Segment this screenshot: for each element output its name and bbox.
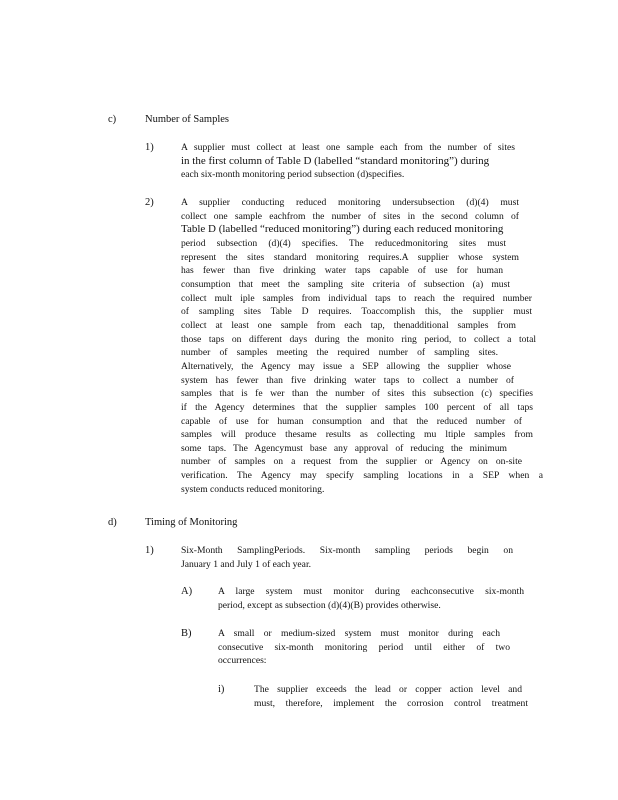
paragraph-line: verification. The Agency may specify sampling locations in a SEP when a bbox=[181, 470, 543, 482]
paragraph-line: A small or medium-sized system must monitor during each bbox=[218, 628, 500, 639]
paragraph-line: collect one sample eachfrom the number of sites in the second column of bbox=[181, 210, 519, 222]
paragraph-line: if the Agency determines that the supplier samples 100 percent of all taps bbox=[181, 401, 533, 413]
item-d1bi-marker: i) bbox=[218, 684, 225, 695]
paragraph-line: has fewer than five drinking water taps capable of use for human bbox=[181, 265, 503, 277]
paragraph-line: system conducts reduced monitoring. bbox=[181, 483, 325, 495]
paragraph-line: A supplier conducting reduced monitoring undersubsection (d)(4) must bbox=[181, 197, 519, 208]
paragraph-line: occurrences: bbox=[218, 655, 267, 667]
section-c-heading: Number of Samples bbox=[145, 114, 229, 125]
item-c2-marker: 2) bbox=[145, 197, 154, 208]
paragraph-line: A large system must monitor during eachconsecutive six-month bbox=[218, 586, 524, 597]
item-d1a-paragraph bbox=[218, 585, 524, 612]
paragraph-line: samples will produce thesame results as collecting mu ltiple samples from bbox=[181, 429, 533, 441]
paragraph-line: A supplier must collect at least one sample each from the number of sites bbox=[181, 142, 515, 153]
paragraph-line: January 1 and July 1 of each year. bbox=[181, 558, 312, 570]
item-d1-paragraph bbox=[181, 544, 513, 571]
paragraph-line: of sampling sites Table D requires. Toaccomplish this, the supplier must bbox=[181, 306, 532, 318]
paragraph-line: samples that is fe wer than the number of sites this subsection (c) specifies bbox=[181, 388, 533, 400]
item-d1b-paragraph bbox=[218, 627, 510, 668]
paragraph-line: capable of use for human consumption and that the reduced number of bbox=[181, 415, 522, 427]
item-d1a-marker: A) bbox=[181, 586, 193, 597]
paragraph-line: in the first column of Table D (labelled “standard monitoring”) during bbox=[181, 154, 490, 167]
paragraph-line: each six-month monitoring period subsection (d)specifies. bbox=[181, 169, 405, 181]
item-d1b-marker: B) bbox=[181, 628, 192, 639]
section-d-marker: d) bbox=[108, 517, 117, 528]
item-c1-paragraph bbox=[181, 141, 515, 182]
paragraph-line: represent the sites standard monitoring requires.A supplier whose system bbox=[181, 251, 519, 263]
paragraph-line: must, therefore, implement the corrosion control treatment bbox=[254, 697, 528, 709]
paragraph-line: some taps. The Agencymust base any approval of reducing the minimum bbox=[181, 442, 507, 454]
paragraph-line: system has fewer than five drinking water taps to collect a number of bbox=[181, 374, 514, 386]
paragraph-line: The supplier exceeds the lead or copper action level and bbox=[254, 684, 522, 695]
paragraph-line: number of samples on a request from the supplier or Agency on on-site bbox=[181, 456, 522, 468]
paragraph-line: consecutive six-month monitoring period until either of two bbox=[218, 641, 510, 653]
paragraph-line: Six-Month SamplingPeriods. Six-month sampling periods begin on bbox=[181, 545, 513, 556]
paragraph-line: collect at least one sample from each tap, thenadditional samples from bbox=[181, 319, 516, 331]
paragraph-line: period subsection (d)(4) specifies. The reducedmonitoring sites must bbox=[181, 237, 506, 249]
item-d1bi-paragraph bbox=[254, 683, 528, 710]
item-d1-marker: 1) bbox=[145, 545, 154, 556]
paragraph-line: those taps on different days during the monito ring period, to collect a total bbox=[181, 333, 536, 345]
paragraph-line: consumption that meet the sampling site criteria of subsection (a) must bbox=[181, 278, 510, 290]
paragraph-line: Alternatively, the Agency may issue a SEP allowing the supplier whose bbox=[181, 360, 511, 372]
paragraph-line: collect mult iple samples from individual taps to reach the required number bbox=[181, 292, 532, 304]
section-d-heading: Timing of Monitoring bbox=[145, 517, 238, 528]
paragraph-line: number of samples meeting the required number of sampling sites. bbox=[181, 347, 498, 359]
section-c-marker: c) bbox=[108, 114, 117, 125]
item-c1-marker: 1) bbox=[145, 142, 154, 153]
paragraph-line: period, except as subsection (d)(4)(B) provides otherwise. bbox=[218, 599, 441, 611]
item-c2-paragraph bbox=[181, 196, 543, 496]
paragraph-line: Table D (labelled “reduced monitoring”) during each reduced monitoring bbox=[181, 223, 504, 236]
